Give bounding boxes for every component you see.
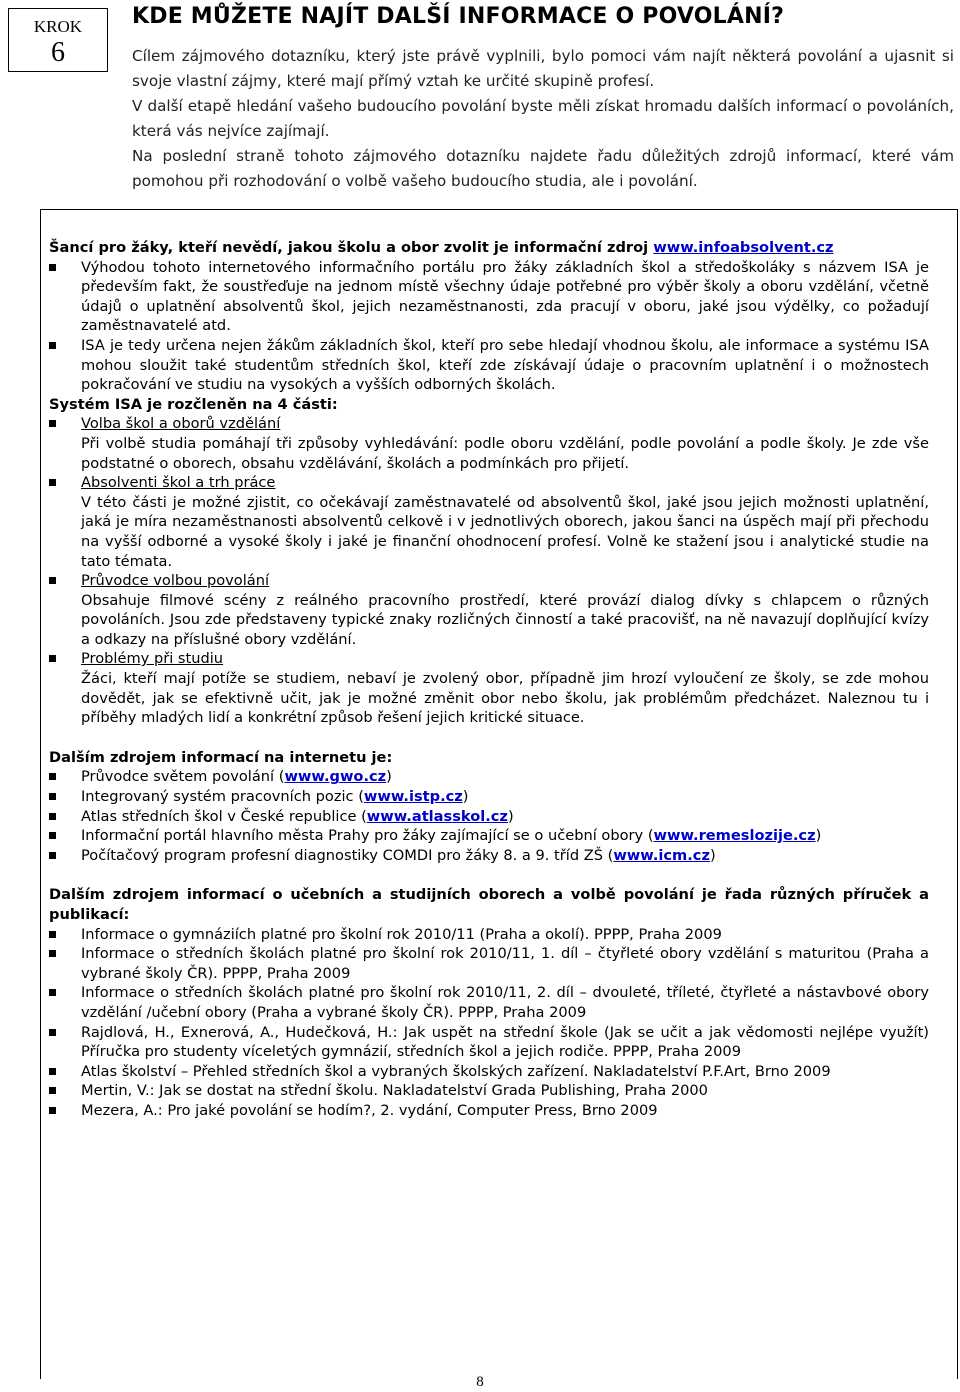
isa-heading-text: Šancí pro žáky, kteří nevědí, jakou školu a obor zvolit je informační zdroj <box>49 239 654 256</box>
isa-part-title[interactable]: Absolventi škol a trh práce <box>81 474 276 492</box>
isa-part-body: V této části je možné zjistit, co očekávají zaměstnavatelé od absolventů škol, jaké jsou jejich možnosti uplatnění, jaká je míra nezaměstnanosti absolventů celkově i v jednotlivých oborech, jakou šanci na úspěch mají při přechodu na vyšší odborné a vysoké školy i jaké je finanční ohodnocení profesí. Volně ke stažení jsou i analytické studie na tato témata. <box>81 493 929 570</box>
step-number: 6 <box>51 37 65 68</box>
isa-part-body: Obsahuje filmové scény z reálného pracovního prostředí, které provází dialog dívky s chlapcem o různých povoláních. Jsou zde představeny typické znaky rozličných činností a také pracovišť, na ně navazují doplňující kvízy a odkazy na příslušné obory vzdělání. <box>81 591 929 648</box>
internet-item <box>49 787 929 807</box>
isa-heading <box>49 238 929 258</box>
intro-paragraph: Na poslední straně tohoto zájmového dotazníku najdete řadu důležitých zdrojů informací, které vám pomohou při rozhodování o volbě vašeho budoucího studia, ale i povolání. <box>132 147 954 190</box>
isa-part-title[interactable]: Průvodce volbou povolání <box>81 572 270 590</box>
publication-item: Informace o středních školách platné pro školní rok 2010/11, 2. díl – dvouleté, tříleté, čtyřleté a nástavbové obory vzdělání /učební obory (Praha a vybrané školy ČR). PPPP, Praha 2009 <box>49 983 929 1022</box>
internet-item-after: ) <box>386 768 392 786</box>
step-label: KROK <box>33 17 83 36</box>
internet-item <box>49 767 929 787</box>
remeslozije-link[interactable]: www.remeslozije.cz <box>653 827 816 845</box>
internet-item-after: ) <box>815 827 822 845</box>
publication-item: Rajdlová, H., Exnerová, A., Hudečková, H.: Jak uspět na střední škole (Jak se učit a jak vědomosti nejlépe využít) Příručka pro studenty víceletých gymnázií, středních škol a jejich rodiče. PPPP, Praha 2009 <box>49 1023 929 1062</box>
internet-item <box>49 826 929 846</box>
internet-item-text: Integrovaný systém pracovních pozic ( <box>81 788 364 806</box>
isa-part-item <box>49 414 929 473</box>
internet-item-text: Informační portál hlavního města Prahy pro žáky zajímající se o učební obory ( <box>81 827 654 845</box>
publication-item: Mezera, A.: Pro jaké povolání se hodím?, 2. vydání, Computer Press, Brno 2009 <box>49 1101 929 1121</box>
isa-part-item <box>49 571 929 649</box>
infoabsolvent-link[interactable]: www.infoabsolvent.cz <box>653 239 834 256</box>
publication-item: Informace o gymnáziích platné pro školní rok 2010/11 (Praha a okolí). PPPP, Praha 2009 <box>49 925 929 945</box>
istp-link[interactable]: www.istp.cz <box>363 788 463 806</box>
publication-item: Informace o středních školách platné pro školní rok 2010/11, 1. díl – čtyřleté obory vzdělání s maturitou (Praha a vybrané školy ČR). PPPP, Praha 2009 <box>49 944 929 983</box>
internet-item <box>49 846 929 866</box>
page-number: 8 <box>476 1374 484 1390</box>
intro-paragraph: V další etapě hledání vašeho budoucího povolání byste měli získat hromadu dalších informací o povoláních, která vás nejvíce zajímají. <box>132 97 954 140</box>
isa-part-title[interactable]: Problémy při studiu <box>81 650 224 668</box>
internet-item-text: Atlas středních škol v České republice ( <box>81 807 367 825</box>
step-box <box>8 8 108 72</box>
internet-heading: Dalším zdrojem informací na internetu je: <box>49 748 393 766</box>
info-content <box>49 238 929 1121</box>
publication-item: Mertin, V.: Jak se dostat na střední školu. Nakladatelství Grada Publishing, Praha 2000 <box>49 1081 929 1101</box>
internet-item-after: ) <box>709 846 716 864</box>
intro-paragraph: Cílem zájmového dotazníku, který jste právě vyplnili, bylo pomoci vám najít některá povolání a ujasnit si svoje vlastní zájmy, které mají přímý vztah ke určité skupině profesí. <box>132 47 954 90</box>
publications-heading: Dalším zdrojem informací o učebních a studijních oborech a volbě povolání je řada různých příruček a publikací: <box>49 886 929 923</box>
internet-item-after: ) <box>507 807 514 825</box>
page-title: KDE MŮŽETE NAJÍT DALŠÍ INFORMACE O POVOLÁNÍ? <box>132 4 785 29</box>
atlasskol-link[interactable]: www.atlasskol.cz <box>366 807 508 825</box>
icm-link[interactable]: www.icm.cz <box>613 846 710 864</box>
isa-bullet: ISA je tedy určena nejen žákům základních škol, kteří pro sebe hledají vhodnou školu, ale informace a systému ISA mohou sloužit také studentům středních škol, kteří zde získávají údaje o pracovním uplatnění i o možnostech pokračování ve studiu na vysokých a vyšších odborných školách. <box>49 336 929 395</box>
isa-part-body: Při volbě studia pomáhají tři způsoby vyhledávání: podle oboru vzdělání, podle povolání a podle školy. Je zde vše podstatné o oborech, obsahu vzdělávání, školách a podmínkách pro přijetí. <box>81 434 929 472</box>
internet-item <box>49 807 929 827</box>
isa-part-body: Žáci, kteří mají potíže se studiem, nebaví je zvolený obor, případně jim hrozí vyloučení ze školy, se zde mohou dovědět, jak se efektivně učit, jak je možné změnit obor nebo školu, jak problémům předcházet. Naleznou tu i příběhy mladých lidí a konkrétní způsob řešení jejich kritické situace. <box>81 670 929 727</box>
internet-item-after: ) <box>462 788 469 806</box>
intro-section <box>132 44 954 194</box>
gwo-link[interactable]: www.gwo.cz <box>284 768 387 786</box>
publication-item: Atlas školství – Přehled středních škol a vybraných školských zařízení. Nakladatelství P.F.Art, Brno 2009 <box>49 1062 929 1082</box>
isa-bullet: Výhodou tohoto internetového informačního portálu pro žáky základních škol a středoškoláky s názvem ISA je především fakt, že soustřeďuje na jednom místě všechny údaje potřebné pro výběr školy a oboru vzdělání, včetně údajů o uplatnění absolventů škol, jejich nezaměstnanosti, zda pracují v oboru, jaké jsou výdělky, co požadují zaměstnavatelé atd. <box>49 258 929 336</box>
internet-item-text: Počítačový program profesní diagnostiky COMDI pro žáky 8. a 9. tříd ZŠ ( <box>81 846 614 864</box>
internet-item-text: Průvodce světem povolání ( <box>81 768 285 786</box>
isa-part-title[interactable]: Volba škol a oborů vzdělání <box>81 415 281 433</box>
isa-part-item <box>49 473 929 571</box>
isa-parts-heading: Systém ISA je rozčleněn na 4 části: <box>49 395 338 413</box>
isa-part-item <box>49 649 929 727</box>
